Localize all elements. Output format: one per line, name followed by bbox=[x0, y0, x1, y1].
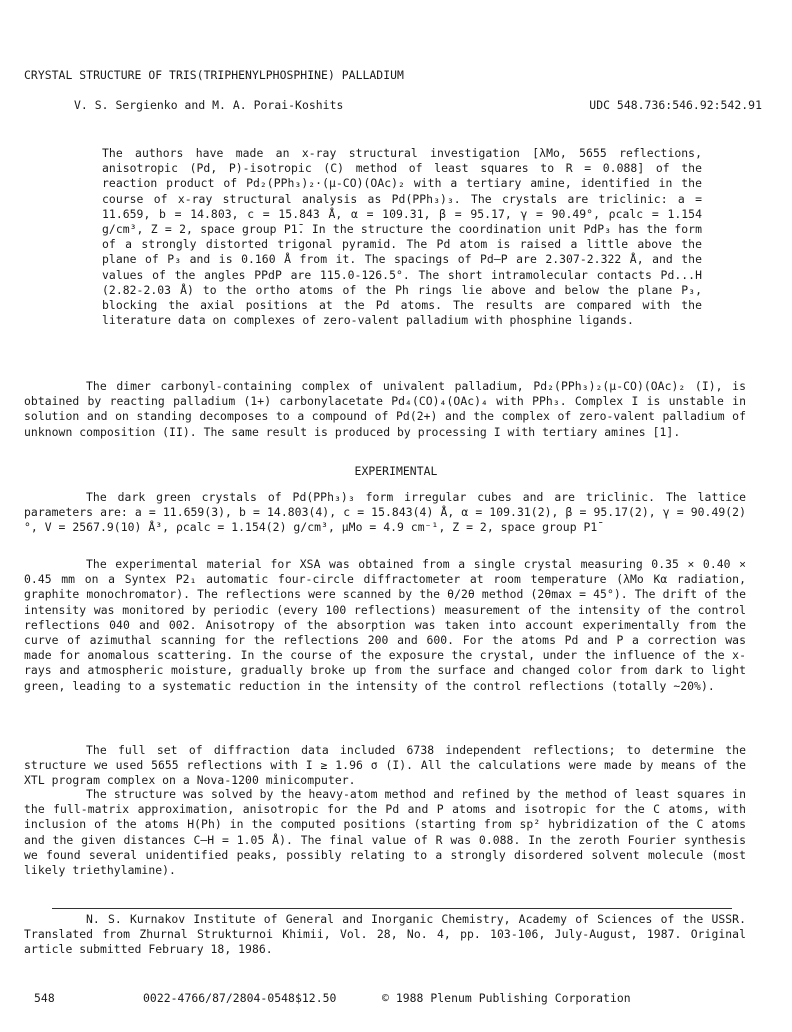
article-code: 0022-4766/87/2804-0548$12.50 bbox=[143, 991, 337, 1005]
experimental-paragraph-2: The experimental material for XSA was obtained from a single crystal measuring 0.35 × 0.40 × 0.45 mm on a Syntex P2₁ automatic four-circle diffractometer at room temperature (λMo Kα radiation, graphite monochromator). The reflections were scanned by the θ/2θ method (2θmax = 45°). The drift of the intensity was monitored by periodic (every 100 reflections) measurement of the intensity of the control reflections 040 and 002. Anisotropy of the absorption was taken into account experimentally from the curve of azimuthal scanning for the reflections 200 and 600. For the atoms Pd and P a correction was made for anomalous scattering. In the course of the exposure the crystal, under the influence of the x-rays and atmospheric moisture, gradually broke up from the surface and changed color from dark to light green, leading to a systematic reduction in the intensity of the control reflections (totally ~20%). bbox=[24, 557, 746, 693]
abstract: The authors have made an x-ray structural investigation [λMo, 5655 reflections, anisotropic (Pd, P)-isotropic (C) method of least squares to R = 0.088] of the reaction product of Pd₂(PPh₃)₂·(μ-CO)(OAc)₂ with a tertiary amine, identified in the course of x-ray structural analysis as Pd(PPh₃)₃. The crystals are triclinic: a = 11.659, b = 14.803, c = 15.843 Å, α = 109.31, β = 95.17, γ = 90.49°, ρcalc = 1.154 g/cm³, Z = 2, space group P1̄. In the structure the coordination unit PdP₃ has the form of a strongly distorted trigonal pyramid. The Pd atom is raised a little above the plane of P₃ and is 0.160 Å from it. The spacings of Pd–P are 2.307-2.322 Å, and the values of the angles PPdP are 115.0-126.5°. The short intramolecular contacts Pd...H (2.82-2.03 Å) to the ortho atoms of the Ph rings lie above and below the plane P₃, blocking the axial positions at the Pd atoms. The results are compared with the literature data on complexes of zero-valent palladium with phosphine ligands. bbox=[102, 146, 702, 328]
article-title: CRYSTAL STRUCTURE OF TRIS(TRIPHENYLPHOSPHINE) PALLADIUM bbox=[24, 68, 404, 82]
udc-code: UDC 548.736:546.92:542.91 bbox=[589, 98, 762, 112]
authors-line: V. S. Sergienko and M. A. Porai-Koshits bbox=[74, 98, 344, 112]
experimental-paragraph-3: The full set of diffraction data included 6738 independent reflections; to determine the structure we used 5655 reflections with I ≥ 1.96 σ (I). All the calculations were made by means of the XTL program complex on a Nova-1200 minicomputer. bbox=[24, 743, 746, 788]
section-heading-experimental: EXPERIMENTAL bbox=[354, 464, 438, 478]
experimental-paragraph-4: The structure was solved by the heavy-atom method and refined by the method of least squares in the full-matrix approximation, anisotropic for the Pd and P atoms and isotropic for the C atoms, with inclusion of the atoms H(Ph) in the computed positions (starting from sp² hybridization of the C atoms and the given distances C–H = 1.05 Å). The final value of R was 0.088. In the zeroth Fourier synthesis we found several unidentified peaks, possibly relating to a strongly disordered solvent molecule (most likely triethylamine). bbox=[24, 787, 746, 878]
experimental-paragraph-1: The dark green crystals of Pd(PPh₃)₃ form irregular cubes and are triclinic. The lattice parameters are: a = 11.659(3), b = 14.803(4), c = 15.843(4) Å, α = 109.31(2), β = 95.17(2), γ = 90.49(2)°, V = 2567.9(10) Å³, ρcalc = 1.154(2) g/cm³, μMo = 4.9 cm⁻¹, Z = 2, space group P1̄ bbox=[24, 490, 746, 535]
copyright-notice: © 1988 Plenum Publishing Corporation bbox=[382, 991, 631, 1005]
intro-paragraph: The dimer carbonyl-containing complex of univalent palladium, Pd₂(PPh₃)₂(μ-CO)(OAc)₂ (I), is obtained by reacting palladium (1+) carbonylacetate Pd₄(CO)₄(OAc)₄ with PPh₃. Complex I is unstable in solution and on standing decomposes to a compound of Pd(2+) and the complex of zero-valent palladium of unknown composition (II). The same result is produced by processing I with tertiary amines [1]. bbox=[24, 379, 746, 439]
footnote-divider bbox=[52, 908, 732, 909]
footnote: N. S. Kurnakov Institute of General and Inorganic Chemistry, Academy of Sciences of the USSR. Translated from Zhurnal Strukturnoi Khimii, Vol. 28, No. 4, pp. 103-106, July-August, 1987. Original article submitted February 18, 1986. bbox=[24, 912, 746, 957]
page-number: 548 bbox=[34, 991, 55, 1005]
